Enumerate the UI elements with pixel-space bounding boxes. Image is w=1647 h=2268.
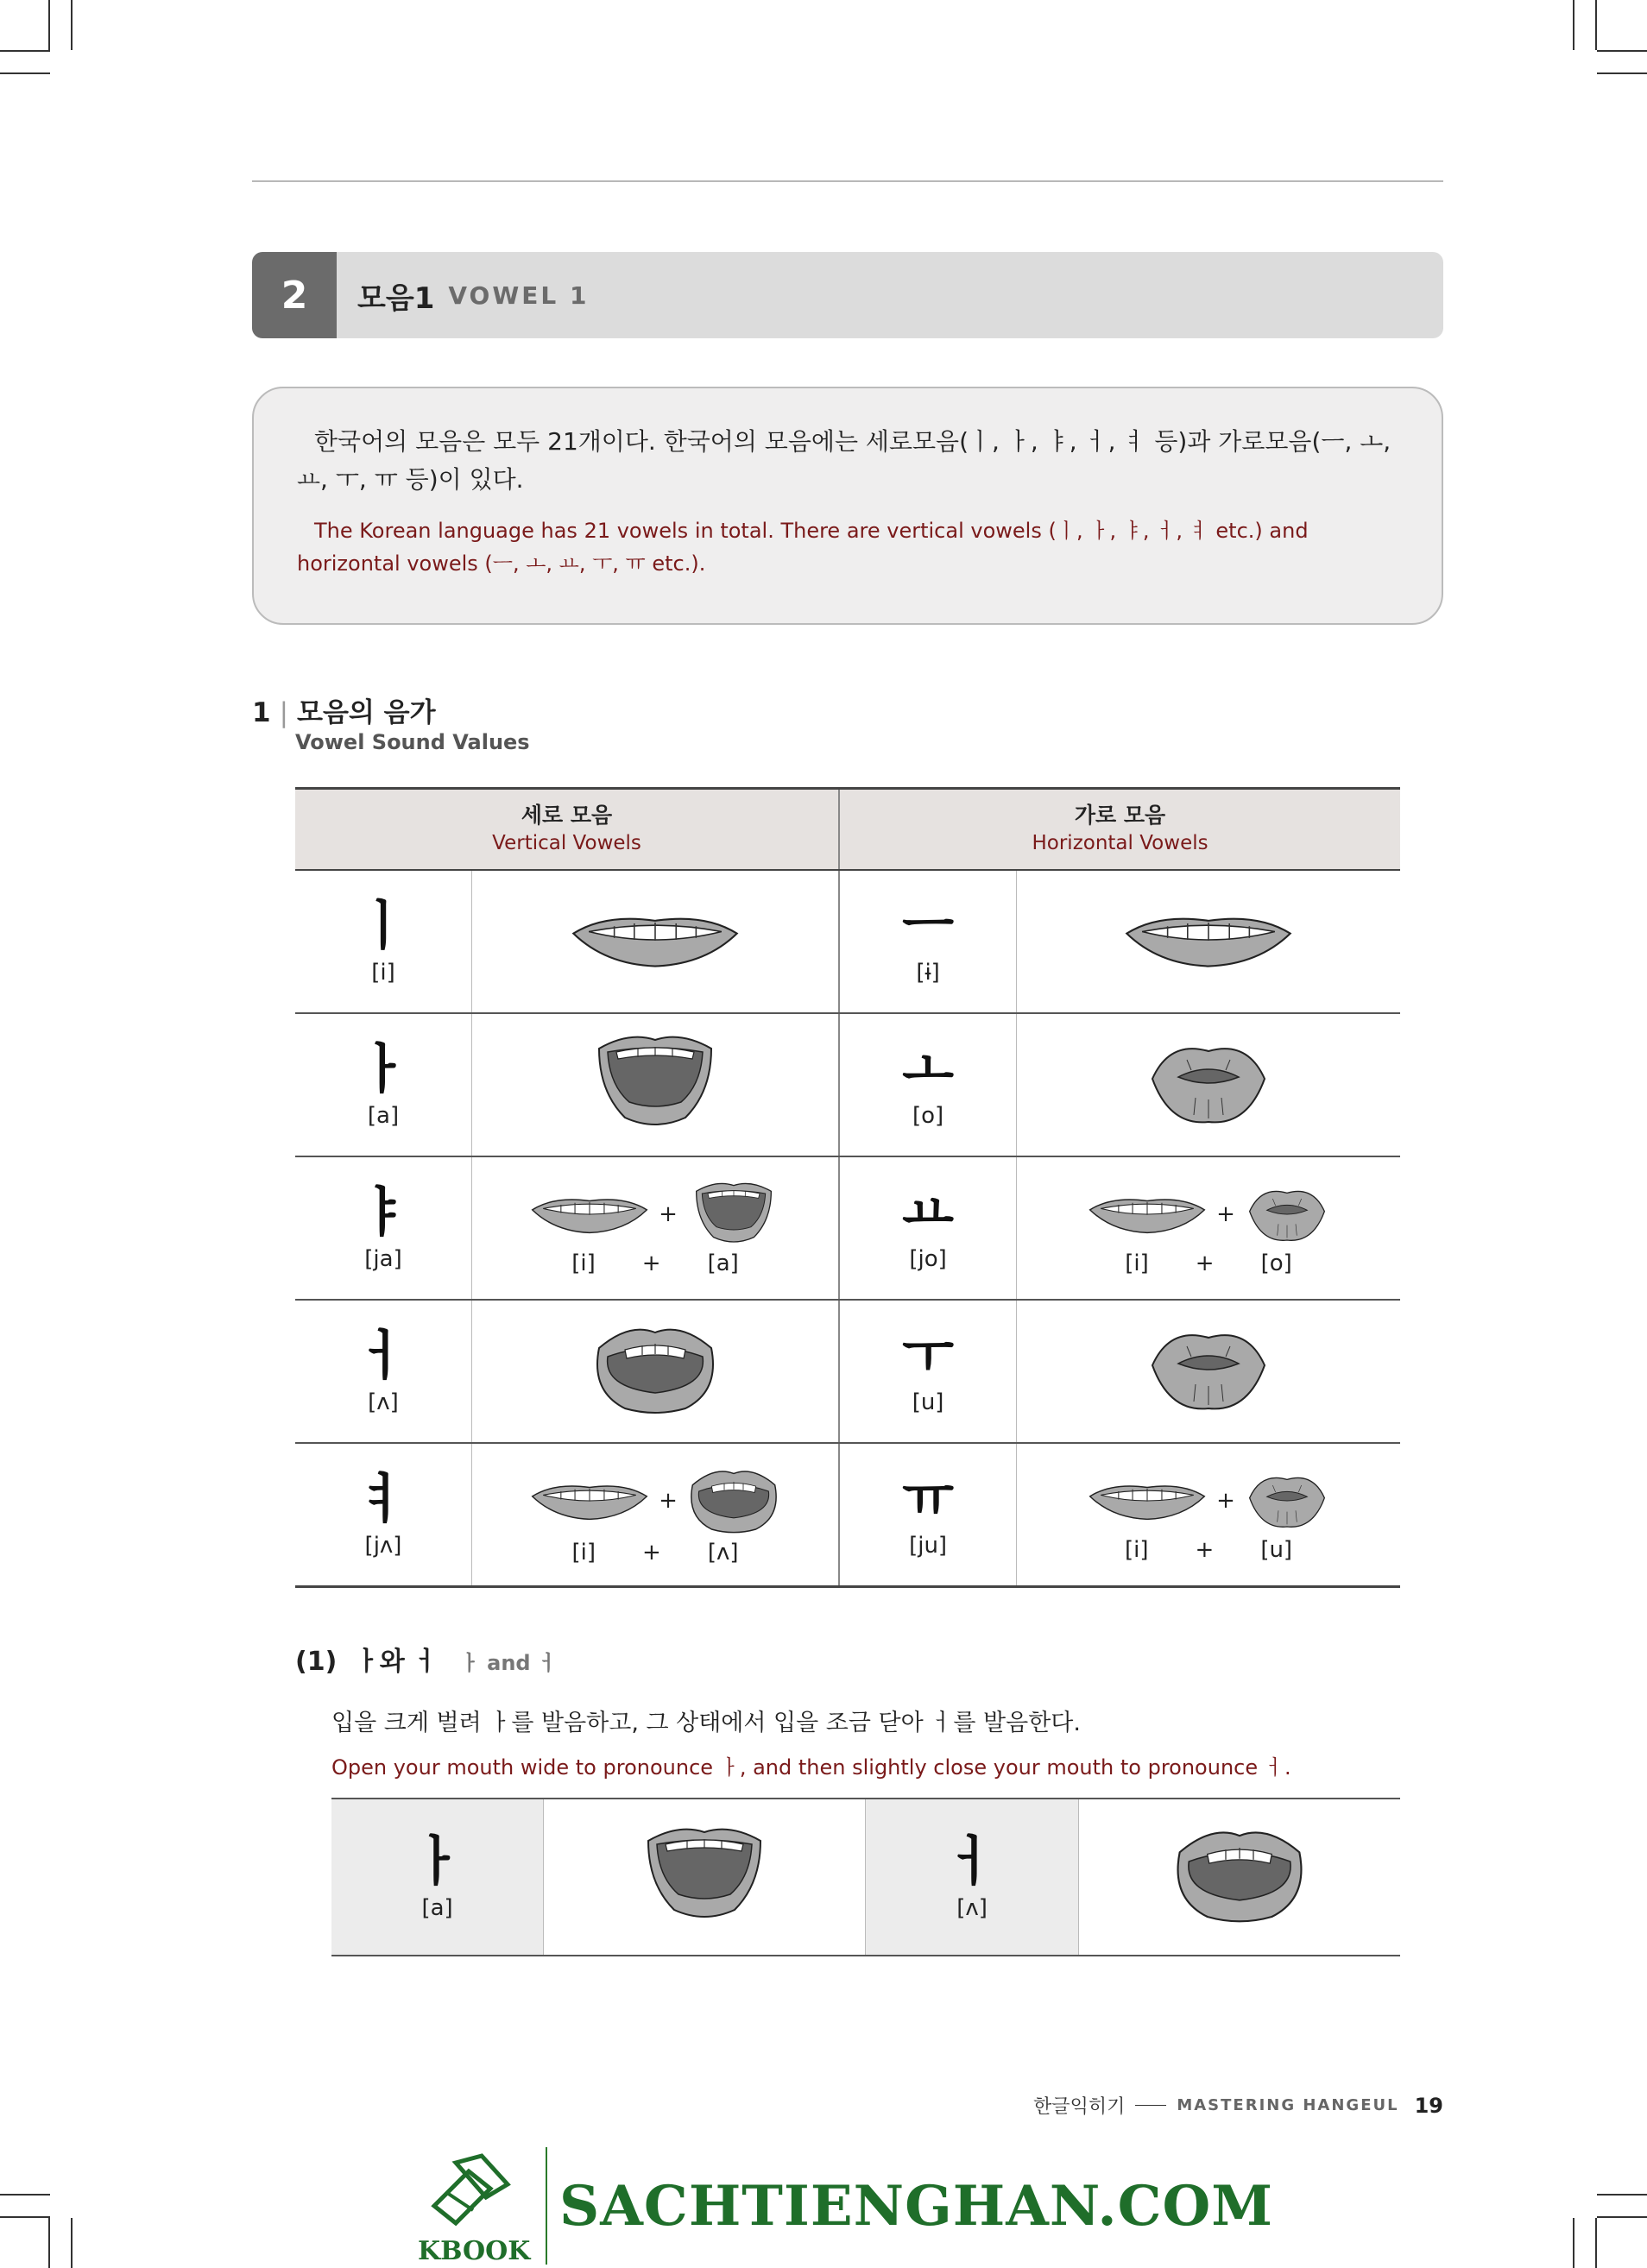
- formula-part: [i]: [571, 1251, 596, 1276]
- plus-sign: +: [659, 1488, 678, 1514]
- vowel-glyph: ㅏ: [411, 1830, 464, 1893]
- mouth-illustration: [529, 1475, 650, 1527]
- top-rule: [252, 180, 1443, 182]
- combo-formula: [1017, 1537, 1400, 1563]
- crop-mark: [1597, 50, 1647, 52]
- footer-ko: 한글익히기: [1033, 2096, 1126, 2118]
- mouth-illustration: [1144, 1318, 1273, 1421]
- mouth-combo-cell: [472, 1443, 840, 1587]
- table-row: [295, 1300, 1400, 1443]
- mouth-illustration: [1244, 1180, 1330, 1249]
- mouth-combo-cell: [1017, 1156, 1400, 1300]
- mouth-illustration: [1171, 1822, 1309, 1929]
- vowel-ipa: [ɨ]: [916, 960, 940, 986]
- vowel-glyph: ㅡ: [902, 894, 955, 957]
- mouth-illustration: [1087, 1188, 1208, 1240]
- intro-box: [252, 387, 1443, 625]
- vowel-ipa: [jʌ]: [364, 1533, 402, 1559]
- table-row: [295, 1156, 1400, 1300]
- subsection-title-en: Vowel Sound Values: [295, 730, 530, 754]
- vowel-ipa: [ju]: [909, 1533, 948, 1559]
- page-footer: [1033, 2092, 1443, 2119]
- header-horizontal-en: Horizontal Vowels: [1032, 832, 1208, 854]
- logo-text: KBOOK: [418, 2236, 531, 2266]
- mouth-illustration: [590, 1031, 720, 1135]
- table-row: [331, 1799, 1400, 1956]
- table-row: [295, 1443, 1400, 1587]
- mouth-image-cell: [1017, 1300, 1400, 1443]
- mouth-illustration: [686, 1464, 781, 1538]
- vowel-ipa: [ja]: [364, 1246, 402, 1272]
- crop-mark: [1597, 72, 1647, 74]
- formula-part: [i]: [1125, 1251, 1149, 1276]
- crop-mark: [1573, 0, 1574, 50]
- crop-mark: [0, 72, 50, 74]
- crop-mark: [1595, 2218, 1597, 2268]
- mouth-illustration: [686, 1180, 781, 1249]
- section-number: 2: [252, 252, 337, 338]
- vowel-glyph: ㅠ: [902, 1467, 955, 1530]
- pair-table: [331, 1798, 1400, 1956]
- book-icon: [421, 2145, 525, 2232]
- vowel-glyph: ㅜ: [902, 1324, 955, 1387]
- vowel-cell: [866, 1799, 1078, 1956]
- mouth-illustration: [1087, 1475, 1208, 1527]
- item-label: (1): [295, 1647, 338, 1677]
- watermark-divider: [546, 2147, 547, 2265]
- vowel-cell: [295, 870, 472, 1013]
- mouth-image-cell: [1017, 1013, 1400, 1156]
- mouth-image-cell: [472, 870, 840, 1013]
- watermark-site: SACHTIENGHAN.COM: [559, 2173, 1274, 2239]
- vowel-glyph: ㅗ: [902, 1037, 955, 1100]
- mouth-image-cell: [472, 1300, 840, 1443]
- vowel-cell: [839, 870, 1017, 1013]
- crop-mark: [1597, 2194, 1647, 2196]
- crop-mark: [0, 50, 50, 52]
- vowel-glyph: ㅑ: [357, 1181, 409, 1244]
- item-heading: [295, 1640, 558, 1678]
- mouth-image-cell: [472, 1013, 840, 1156]
- combo-formula: [472, 1540, 838, 1566]
- combo-formula: [1017, 1251, 1400, 1276]
- mouth-illustration: [569, 905, 741, 974]
- vowel-cell: [295, 1300, 472, 1443]
- plus-sign: +: [659, 1201, 678, 1227]
- mouth-illustration: [1244, 1466, 1330, 1535]
- vowel-cell: [839, 1300, 1017, 1443]
- mouth-illustration: [590, 1318, 720, 1421]
- vowel-glyph: ㅣ: [357, 894, 409, 957]
- mouth-illustration: [1122, 905, 1295, 974]
- vowel-ipa: [jo]: [909, 1246, 947, 1272]
- vowel-ipa: [ʌ]: [368, 1389, 399, 1415]
- crop-mark: [48, 0, 50, 50]
- footer-en: MASTERING HANGEUL: [1177, 2096, 1399, 2114]
- header-vertical: [295, 789, 839, 871]
- item-desc-ko: 입을 크게 벌려 ㅏ를 발음하고, 그 상태에서 입을 조금 닫아 ㅓ를 발음한다.: [331, 1710, 1081, 1736]
- section-title-ko: 모음1: [357, 280, 435, 316]
- mouth-image-cell: [1078, 1799, 1400, 1956]
- mouth-combo-cell: [1017, 1443, 1400, 1587]
- vowel-glyph: ㅓ: [946, 1830, 999, 1893]
- vowel-cell: [295, 1443, 472, 1587]
- vowel-table: [295, 787, 1400, 1588]
- vowel-cell: [839, 1443, 1017, 1587]
- vowel-cell: [839, 1013, 1017, 1156]
- crop-mark: [0, 2216, 50, 2218]
- intro-en: The Korean language has 21 vowels in total. There are vertical vowels (ㅣ, ㅏ, ㅑ, ㅓ, ㅕ etc.) and horizontal vowels (ㅡ, ㅗ, ㅛ, ㅜ, ㅠ etc.).: [297, 519, 1309, 576]
- header-vertical-ko: 세로 모음: [521, 803, 613, 828]
- formula-plus: +: [1195, 1537, 1215, 1563]
- vowel-glyph: ㅏ: [357, 1037, 409, 1100]
- subsection-heading: 1 | 모음의 음가: [252, 697, 436, 728]
- item-title-ko: ㅏ와 ㅓ: [354, 1647, 439, 1677]
- crop-mark: [71, 2218, 73, 2268]
- section-title-bar: [337, 252, 1443, 338]
- formula-part: [u]: [1260, 1537, 1293, 1563]
- subsection-title-ko: 모음의 음가: [297, 697, 436, 728]
- table-row: [295, 1013, 1400, 1156]
- plus-sign: +: [1216, 1201, 1235, 1227]
- vowel-ipa: [a]: [421, 1895, 453, 1921]
- table-row: [295, 870, 1400, 1013]
- section-title-en: VOWEL 1: [448, 280, 590, 310]
- section-header: [252, 252, 1443, 338]
- vowel-ipa: [i]: [371, 960, 395, 986]
- vowel-ipa: [ʌ]: [956, 1895, 988, 1921]
- vowel-cell: [295, 1013, 472, 1156]
- formula-plus: +: [1195, 1251, 1215, 1276]
- vowel-glyph: ㅕ: [357, 1467, 409, 1530]
- vowel-cell: [839, 1156, 1017, 1300]
- plus-sign: +: [1216, 1488, 1235, 1514]
- kbook-logo: [414, 2145, 533, 2266]
- formula-part: [a]: [707, 1251, 739, 1276]
- formula-part: [o]: [1260, 1251, 1292, 1276]
- combo-formula: [472, 1251, 838, 1276]
- mouth-illustration: [529, 1188, 650, 1240]
- formula-part: [ʌ]: [707, 1540, 739, 1566]
- vowel-ipa: [o]: [912, 1103, 944, 1129]
- vowel-cell: [295, 1156, 472, 1300]
- mouth-illustration: [640, 1822, 769, 1929]
- footer-line: [1135, 2105, 1166, 2106]
- formula-part: [i]: [1125, 1537, 1149, 1563]
- intro-ko: 한국어의 모음은 모두 21개이다. 한국어의 모음에는 세로모음(ㅣ, ㅏ, ㅑ, ㅓ, ㅕ 등)과 가로모음(ㅡ, ㅗ, ㅛ, ㅜ, ㅠ 등)이 있다.: [297, 427, 1391, 494]
- vowel-cell: [331, 1799, 544, 1956]
- page-number: 19: [1414, 2093, 1443, 2118]
- item-desc-en: Open your mouth wide to pronounce ㅏ, and then slightly close your mouth to pronounce ㅓ.: [331, 1755, 1291, 1780]
- crop-mark: [71, 0, 73, 50]
- vowel-ipa: [a]: [367, 1103, 400, 1129]
- mouth-image-cell: [1017, 870, 1400, 1013]
- vowel-glyph: ㅛ: [902, 1181, 955, 1244]
- formula-part: [i]: [571, 1540, 596, 1566]
- item-title-en: ㅏ and ㅓ: [459, 1651, 558, 1675]
- watermark: [414, 2145, 1273, 2266]
- header-horizontal: [839, 789, 1400, 871]
- mouth-image-cell: [544, 1799, 866, 1956]
- crop-mark: [0, 2194, 50, 2196]
- crop-mark: [48, 2218, 50, 2268]
- vowel-glyph: ㅓ: [357, 1324, 409, 1387]
- formula-plus: +: [641, 1251, 661, 1276]
- formula-plus: +: [642, 1540, 661, 1566]
- crop-mark: [1597, 2216, 1647, 2218]
- subsection-number: 1: [252, 697, 271, 728]
- crop-mark: [1573, 2218, 1574, 2268]
- mouth-illustration: [1144, 1031, 1273, 1135]
- crop-mark: [1595, 0, 1597, 50]
- header-horizontal-ko: 가로 모음: [1074, 803, 1166, 828]
- mouth-combo-cell: [472, 1156, 840, 1300]
- header-vertical-en: Vertical Vowels: [492, 832, 641, 854]
- vowel-ipa: [u]: [912, 1389, 944, 1415]
